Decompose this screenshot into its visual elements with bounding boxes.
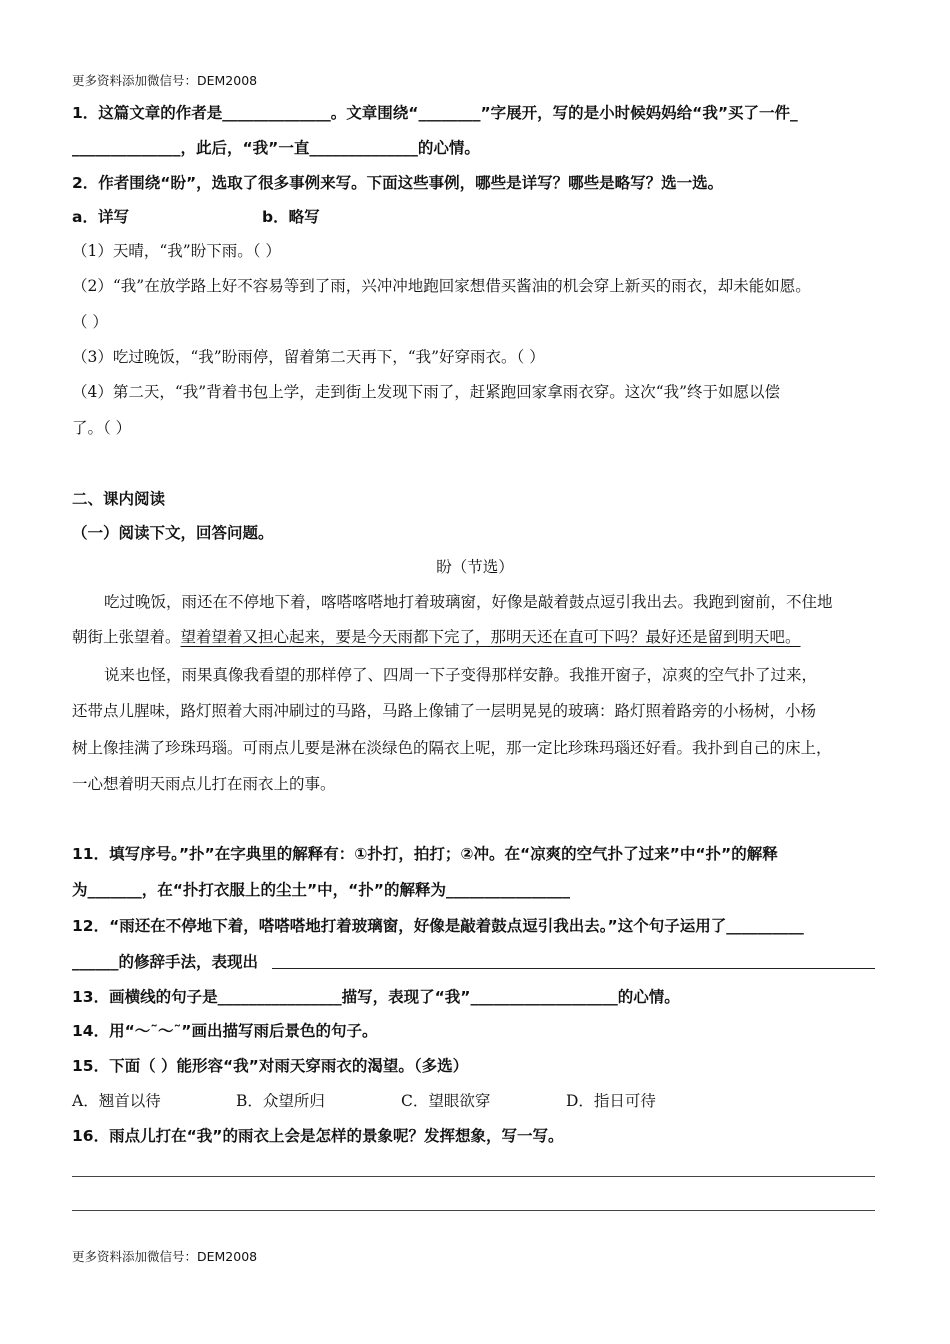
q15-option-d: D．指日可待 [566,1092,656,1110]
question-1-line-2: ______________，此后，“我”一直______________的心情。 [72,139,480,157]
question-11-line-1: 11．填写序号。”扑”在字典里的解释有：①扑打，拍打；②冲。在“凉爽的空气扑了过来”中“扑”的解释 [72,845,778,863]
passage-para-2-line-2: 还带点儿腥味，路灯照着大雨冲刷过的马路，马路上像铺了一层明晃晃的玻璃：路灯照着路旁的小杨树，小杨 [72,702,817,720]
passage-para-2-line-1: 说来也怪，雨果真像我看望的那样停了、四周一下子变得那样安静。我推开窗子，凉爽的空气扑了过来， [104,666,818,684]
item-3: （3）吃过晚饭，“我”盼雨停，留着第二天再下，“我”好穿雨衣。（ ） [72,348,545,366]
passage-para-1-line-2 [72,626,801,648]
answer-line-q12[interactable] [272,968,875,969]
item-1: （1）天晴，“我”盼下雨。（ ） [72,242,281,260]
answer-line-2[interactable] [72,1210,875,1211]
q15-option-a: A．翘首以待 [72,1092,161,1110]
option-a: a．详写 [72,208,129,226]
header-note: 更多资料添加微信号：DEM2008 [72,73,258,88]
option-b: b．略写 [262,208,320,226]
passage-para-2-line-3: 树上像挂满了珍珠玛瑙。可雨点儿要是淋在淡绿色的隔衣上呢，那一定比珍珠玛瑙还好看。我扑到自己的床上， [72,739,832,757]
footer-note: 更多资料添加微信号：DEM2008 [72,1249,258,1264]
question-12-line-1: 12．“雨还在不停地下着，嗒嗒嗒地打着玻璃窗，好像是敲着鼓点逗引我出去。”这个句子运用了__________ [72,917,804,935]
section-title: 二、课内阅读 [72,490,166,508]
answer-line-1[interactable] [72,1176,875,1177]
question-14: 14．用“～˜～˜”画出描写雨后景色的句子。 [72,1022,378,1040]
item-2-line-1: （2）“我”在放学路上好不容易等到了雨，兴冲冲地跑回家想借买酱油的机会穿上新买的雨衣，却未能如愿。 [72,277,811,295]
question-11-line-2: 为_______，在“扑打衣服上的尘土”中，“扑”的解释为________________ [72,881,570,899]
passage-plain-text: 朝街上张望着。 [72,628,181,646]
q15-option-c: C．望眼欲穿 [401,1092,491,1110]
question-13: 13．画横线的句子是________________描写，表现了“我”___________________的心情。 [72,988,680,1006]
underlined-sentence: 望着望着又担心起来，要是今天雨都下完了，那明天还在直可下吗？最好还是留到明天吧。 [180,628,801,646]
question-1-line-1: 1．这篇文章的作者是______________。文章围绕“________”字展开，写的是小时候妈妈给“我”买了一件_ [72,104,798,122]
q15-option-b: B．众望所归 [236,1092,325,1110]
item-4-line-2: 了。（ ） [72,419,132,437]
sub-title: （一）阅读下文，回答问题。 [72,524,274,542]
question-2-title: 2．作者围绕“盼”，选取了很多事例来写。下面这些事例，哪些是详写？哪些是略写？选一选。 [72,174,724,192]
item-4-line-1: （4）第二天，“我”背着书包上学，走到街上发现下雨了，赶紧跑回家拿雨衣穿。这次“我”终于如愿以偿 [72,383,781,401]
passage-para-2-line-4: 一心想着明天雨点儿打在雨衣上的事。 [72,775,336,793]
question-15: 15．下面（ ）能形容“我”对雨天穿雨衣的渴望。（多选） [72,1057,469,1075]
question-16: 16．雨点儿打在“我”的雨衣上会是怎样的景象呢？发挥想象，写一写。 [72,1127,564,1145]
passage-title: 盼（节选） [436,558,514,576]
question-12-line-2: ______的修辞手法，表现出 [72,953,259,971]
passage-para-1-line-1: 吃过晚饭，雨还在不停地下着，喀嗒喀嗒地打着玻璃窗，好像是敲着鼓点逗引我出去。我跑到窗前，不住地 [104,593,833,611]
item-2-line-2: （ ） [72,313,108,331]
